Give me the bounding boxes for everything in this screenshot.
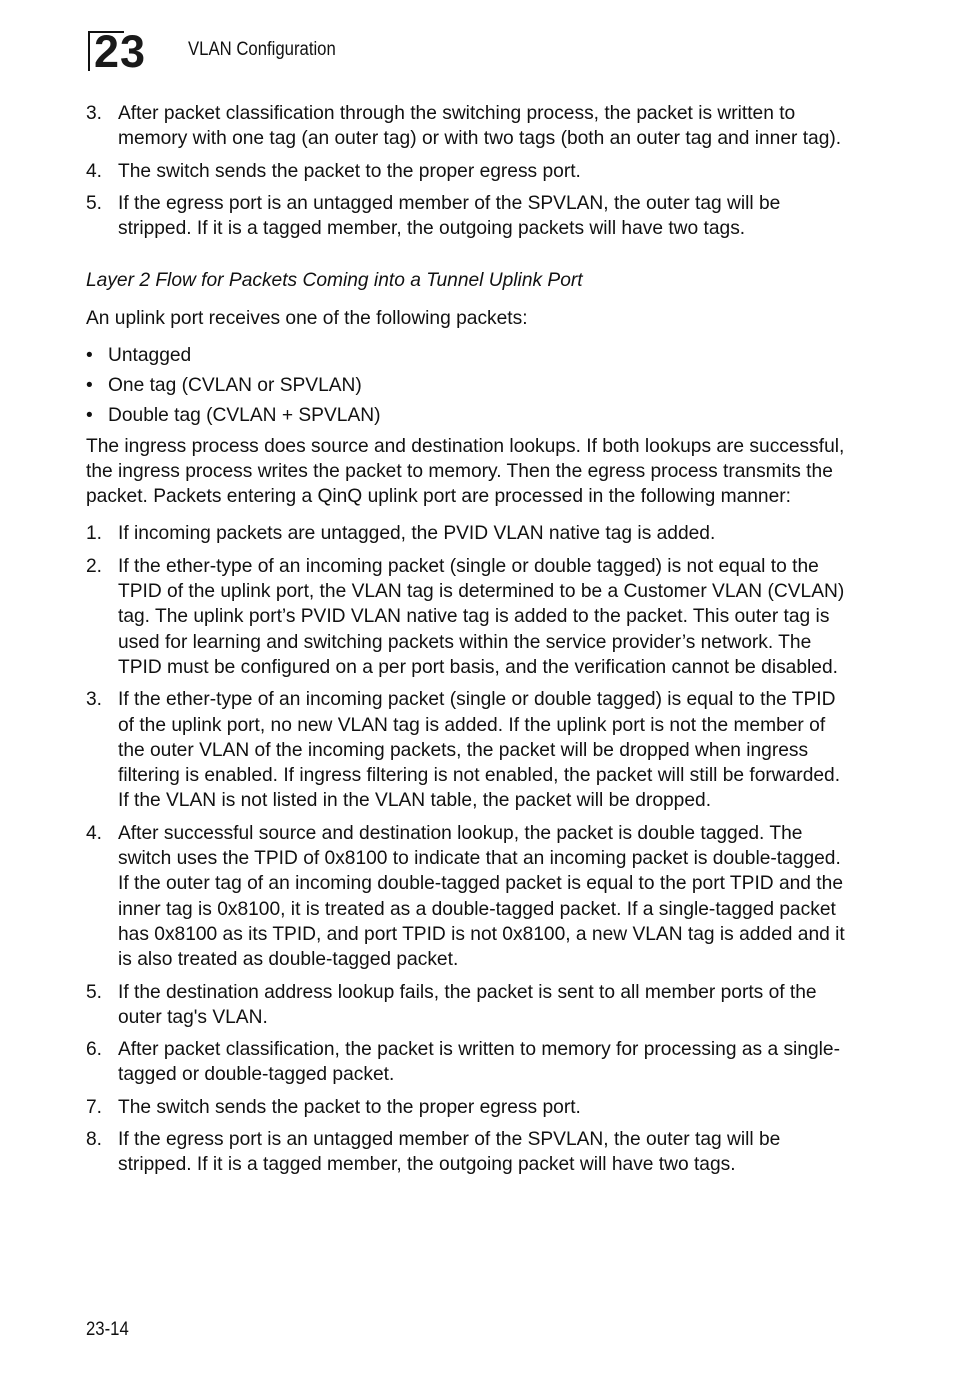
list-number: 1.: [86, 523, 103, 545]
list-number: 2.: [86, 555, 103, 577]
list-number: 3.: [86, 689, 103, 711]
list-item: [86, 1095, 856, 1120]
list-text: After packet classification through the switching process, the packet is written to memory with one tag (an outer tag) or with two tags (both an outer tag and inner tag).: [118, 103, 842, 150]
intro-paragraph: An uplink port receives one of the following packets:: [86, 307, 528, 329]
chapter-number: 23: [94, 26, 147, 77]
page-body: [86, 101, 856, 1185]
list-item: [86, 980, 856, 1031]
list-number: 7.: [86, 1096, 103, 1118]
list-item: [86, 101, 856, 152]
packet-type-list: [86, 343, 856, 428]
list-item: [86, 1037, 856, 1088]
list-item: [86, 687, 856, 813]
list-item: [86, 1127, 856, 1178]
bullet-text: One tag (CVLAN or SPVLAN): [108, 375, 362, 397]
list-text: If the ether-type of an incoming packet (single or double tagged) is equal to the TPID of the uplink port, no new VLAN tag is added. If the uplink port is not the member of the outer VLAN of the incoming packets, the packet will be dropped when ingress filtering is enabled. If ingress filtering is not enabled, the packet will still be forwarded. If the VLAN is not listed in the VLAN table, the packet will be dropped.: [118, 689, 841, 812]
list-number: 6.: [86, 1039, 103, 1061]
list-text: After successful source and destination lookup, the packet is double tagged. The switch uses the TPID of 0x8100 to indicate that an incoming packet is double-tagged. If the outer tag of an incoming double-tagged packet is equal to the port TPID and the inner tag is 0x8100, it is treated as a double-tagged packet. If a single-tagged packet has 0x8100 as its TPID, and port TPID is not 0x8100, a new VLAN tag is added and it is also treated as double-tagged packet.: [118, 822, 845, 971]
bullet-item: [86, 343, 856, 368]
bullet-icon: •: [86, 405, 93, 427]
page-number: 23-14: [86, 1319, 129, 1340]
list-number: 4.: [86, 160, 103, 182]
list-item: [86, 521, 856, 546]
list-number: 4.: [86, 822, 103, 844]
list-number: 5.: [86, 192, 103, 214]
list-text: The switch sends the packet to the proper egress port.: [118, 160, 581, 182]
list-text: If the egress port is an untagged member of the SPVLAN, the outer tag will be stripped. If it is a tagged member, the outgoing packet will have two tags.: [118, 1128, 781, 1176]
bullet-text: Untagged: [108, 345, 192, 367]
chapter-title: VLAN Configuration: [188, 39, 336, 60]
process-step-list: [86, 521, 856, 1177]
bullet-icon: •: [86, 345, 93, 367]
list-number: 5.: [86, 981, 103, 1003]
bullet-text: Double tag (CVLAN + SPVLAN): [108, 405, 381, 427]
list-text: If the ether-type of an incoming packet (single or double tagged) is not equal to the TPID of the uplink port, the VLAN tag is determined to be a Customer VLAN (CVLAN) tag. The uplink port’s PVID VLAN native tag is added to the packet. This outer tag is used for learning and switching packets within the service provider’s network. The TPID must be configured on a per port basis, and the verification cannot be disabled.: [118, 555, 845, 678]
list-number: 3.: [86, 103, 103, 124]
section-subheading: Layer 2 Flow for Packets Coming into a Tunnel Uplink Port: [86, 270, 583, 292]
list-text: If the destination address lookup fails, the packet is sent to all member ports of the outer tag's VLAN.: [118, 981, 817, 1028]
list-text: After packet classification, the packet is written to memory for processing as a single-tagged or double-tagged packet.: [118, 1039, 840, 1086]
bullet-item: [86, 373, 856, 398]
list-item: [86, 191, 856, 242]
list-text: If incoming packets are untagged, the PVID VLAN native tag is added.: [118, 523, 716, 545]
list-item: [86, 159, 856, 184]
top-step-list: [86, 101, 856, 241]
list-text: The switch sends the packet to the proper egress port.: [118, 1096, 581, 1118]
process-paragraph: The ingress process does source and destination lookups. If both lookups are successful, the ingress process writes the packet to memory. Then the egress process transmits the packet. Packets entering a QinQ uplink port are processed in the following manner:: [86, 435, 845, 508]
bullet-item: [86, 403, 856, 428]
chapter-badge: [88, 26, 166, 77]
bullet-icon: •: [86, 375, 93, 397]
list-item: [86, 821, 856, 973]
list-item: [86, 554, 856, 680]
list-text: If the egress port is an untagged member of the SPVLAN, the outer tag will be stripped. If it is a tagged member, the outgoing packets will have two tags.: [118, 192, 781, 240]
list-number: 8.: [86, 1128, 103, 1150]
